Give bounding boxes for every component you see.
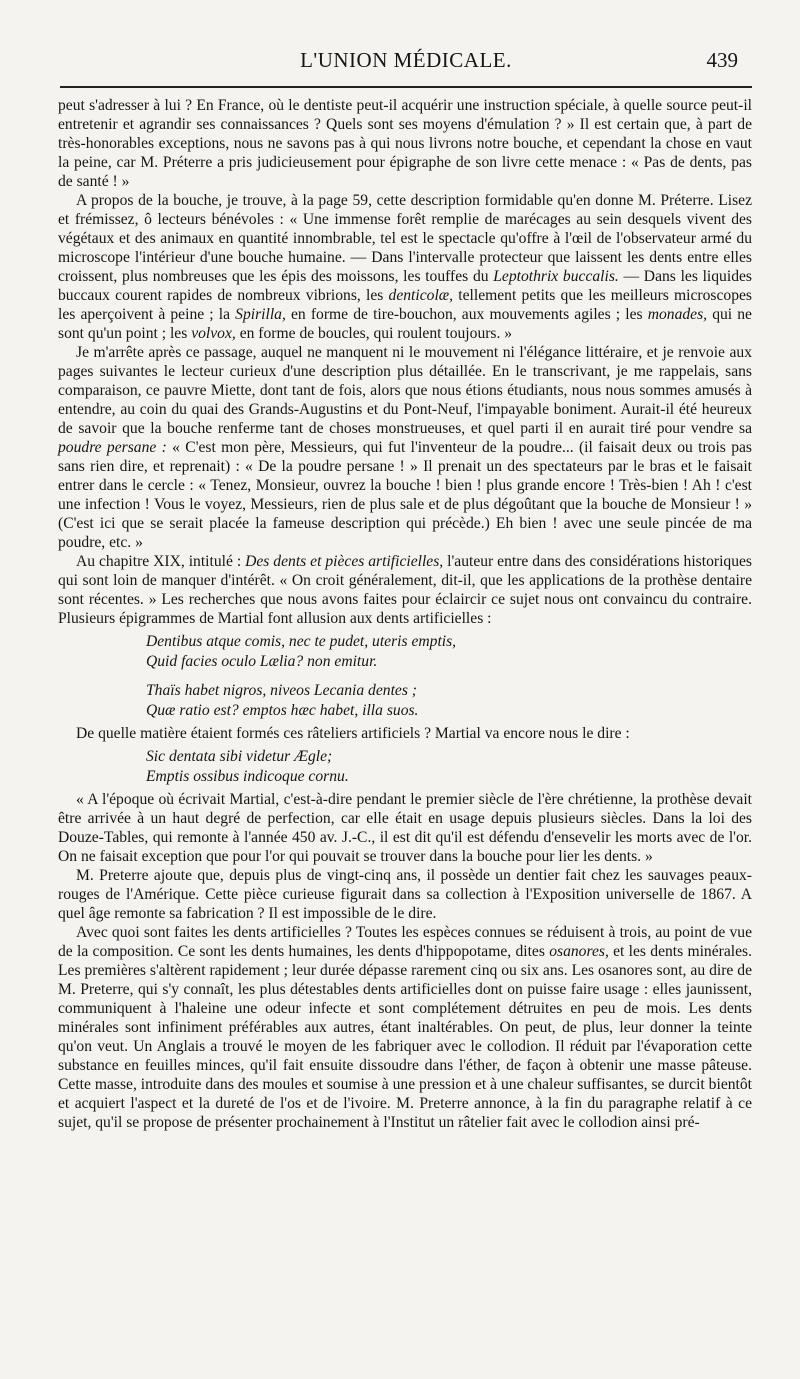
verse-block-1	[146, 632, 752, 720]
text-run: Je m'arrête après ce passage, auquel ne manquent ni le mouvement ni l'élégance littéraire, et je renvoie aux pages suivantes le lecteur curieux d'une description plus détaillée. En le transcrivant, je me rappelais, sans comparaison, ce pauvre Miette, dont tant de fois, alors que nous étions étudiants, nous nous sommes amusés à entendre, au coin du quai des Grands-Augustins et du Pont-Neuf, l'impayable boniment. Aurait-il été heureux de savoir que la bouche renferme tant de choses monstrueuses, et quel parti il en aurait tiré pour vendre sa	[58, 344, 752, 437]
paragraph-group-2	[58, 790, 752, 1132]
verse-line: Quæ ratio est? emptos hæc habet, illa suos.	[146, 701, 419, 719]
paragraph-group-1	[58, 96, 752, 628]
italic-text: Des dents et pièces artificielles,	[245, 553, 444, 570]
italic-text: Spirilla,	[235, 306, 286, 323]
stanza-gap	[146, 671, 752, 681]
question-paragraph: De quelle matière étaient formés ces râteliers artificiels ? Martial va encore nous le dire :	[76, 725, 630, 742]
text-run: l'auteur entre dans des considérations historiques qui sont loin de manquer d'intérêt. « On croit généralement, dit-il, que les applications de la prothèse dentaire sont récentes. » Les recherches que nous avons faites pour éclaircir ce sujet nous ont convaincu du contraire. Plusieurs épigrammes de Martial font allusion aux dents artificielles :	[58, 553, 752, 627]
text-run: « A l'époque où écrivait Martial, c'est-à-dire pendant le premier siècle de l'ère chrétienne, la prothèse devait être arrivée à un haut degré de perfection, car elle était en usage depuis plusieurs siècles. Dans la loi des Douze-Tables, qui remonte à l'année 450 av. J.-C., il est dit qu'il est défendu d'ensevelir les morts avec de l'or. On ne faisait exception que pour l'or qui pouvait se trouver dans la bouche pour lier les dents. »	[58, 791, 752, 865]
italic-text: monades,	[647, 306, 708, 323]
verse-line: Sic dentata sibi videtur Ægle;	[146, 748, 333, 765]
text-run: et les dents minérales. Les premières s'altèrent rapidement ; leur durée dépasse rarement cinq ou six ans. Les osanores sont, au dire de M. Preterre, qui s'y connaît, les plus détestables dents artificielles dont on puisse faire usage : elles jaunissent, communiquent à l'haleine une odeur infecte et sont complétement détruites en peu de mois. Les dents minérales sont infiniment préférables aux autres, étant inaltérables. On peut, de plus, leur donner la teinte qu'on veut. Un Anglais a trouvé le moyen de les fabriquer avec le collodion. Il réduit par l'évaporation cette substance en feuilles minces, qu'il fait ensuite dissoudre dans l'éther, de façon à obtenir une masse pâteuse. Cette masse, introduite dans des moules et soumise à une pression et à une chaleur suffisantes, se durcit bientôt et acquiert l'aspect et la dureté de l'os et de l'ivoire. M. Preterre annonce, à la fin du paragraphe relatif à ce sujet, qu'il se propose de présenter prochainement à l'Institut un râtelier fait avec le collodion ainsi pré-	[58, 943, 752, 1131]
text-run: peut s'adresser à lui ? En France, où le dentiste peut-il acquérir une instruction spéciale, à quelle source peut-il entretenir et agrandir ses connaissances ? Quels sont ses moyens d'émulation ? » Il est certain que, à part de très-honorables exceptions, nous ne savons pas à qui nous livrons notre bouche, et cependant la chose en vaut la peine, car M. Préterre a pris judicieusement pour épigraphe de son livre cette menace : « Pas de dents, pas de santé ! »	[58, 97, 752, 190]
paragraph	[58, 96, 752, 191]
verse-line: Quid facies oculo Lælia? non emitur.	[146, 652, 378, 670]
page-number: 439	[706, 48, 738, 72]
paragraph	[58, 552, 752, 628]
italic-text: osanores,	[549, 943, 609, 960]
text-run: Avec quoi sont faites les dents artificielles ? Toutes les espèces connues se réduisent à trois, au point de vue de la composition. Ce sont les dents humaines, les dents d'hippopotame, dites	[58, 924, 752, 960]
article-body	[58, 96, 752, 1132]
page-header	[60, 48, 752, 88]
italic-text: denticolæ,	[388, 287, 454, 304]
italic-text: volvox,	[191, 325, 236, 342]
verse-line: Thaïs habet nigros, niveos Lecania dentes ;	[146, 682, 417, 699]
text-run: en forme de tire-bouchon, aux mouvements agiles ; les	[285, 306, 648, 323]
text-run: qui ne sont qu'un point ; les	[58, 306, 752, 342]
text-run: A propos de la bouche, je trouve, à la page 59, cette description formidable qu'en donne M. Préterre. Lisez et frémissez, ô lecteurs bénévoles : « Une immense forêt remplie de marécages au sein desquels vivent des végétaux et des animaux en quantité innombrable, tel est le spectacle qu'offre à l'œil de l'observateur armé du microscope l'intérieur d'une bouche humaine. — Dans l'intervalle protecteur que laissent les dents entre elles croissent, plus nombreuses que les épis des moissons, les touffes du	[58, 192, 752, 285]
running-title: L'UNION MÉDICALE.	[300, 48, 512, 72]
header-rule	[60, 86, 752, 88]
text-run: tellement petits que les meilleurs microscopes les aperçoivent à peine ; la	[58, 287, 752, 323]
text-run: — Dans les liquides buccaux courent rapides de nombreux vibrions, les	[58, 268, 752, 304]
text-run: en forme de boucles, qui roulent toujours. »	[235, 325, 513, 342]
paragraph	[58, 191, 752, 343]
paragraph	[58, 343, 752, 552]
verse-block-2	[146, 747, 752, 786]
verse-line: Emptis ossibus indicoque cornu.	[146, 767, 349, 785]
text-run: « C'est mon père, Messieurs, qui fut l'inventeur de la poudre... (il faisait deux ou trois pas sans rien dire, et reprenait) : « De la poudre persane ! » Il prenait un des spectateurs par le bras et le faisait entrer dans le cercle : « Tenez, Monsieur, ouvrez la bouche ! bien ! plus grande encore ! Très-bien ! Ah ! c'est une infection ! Vous le voyez, Messieurs, rien de plus sale et de plus dégoûtant que la bouche de Monsieur ! » (C'est ici que se serait placée la fameuse description qui précède.) Eh bien ! avec une seule pincée de ma poudre, etc. »	[58, 439, 752, 551]
paragraph	[58, 866, 752, 923]
italic-text: poudre persane :	[58, 439, 167, 456]
paragraph	[58, 790, 752, 866]
paragraph	[58, 923, 752, 1132]
verse-line: Dentibus atque comis, nec te pudet, uteris emptis,	[146, 633, 457, 650]
italic-text: Leptothrix buccalis.	[493, 268, 619, 285]
text-run: M. Preterre ajoute que, depuis plus de vingt-cinq ans, il possède un dentier fait chez les sauvages peaux-rouges de l'Amérique. Cette pièce curieuse figurait dans sa collection à l'Exposition universelle de 1867. A quel âge remonte sa fabrication ? Il est impossible de le dire.	[58, 867, 752, 922]
text-run: Au chapitre XIX, intitulé :	[76, 553, 246, 570]
